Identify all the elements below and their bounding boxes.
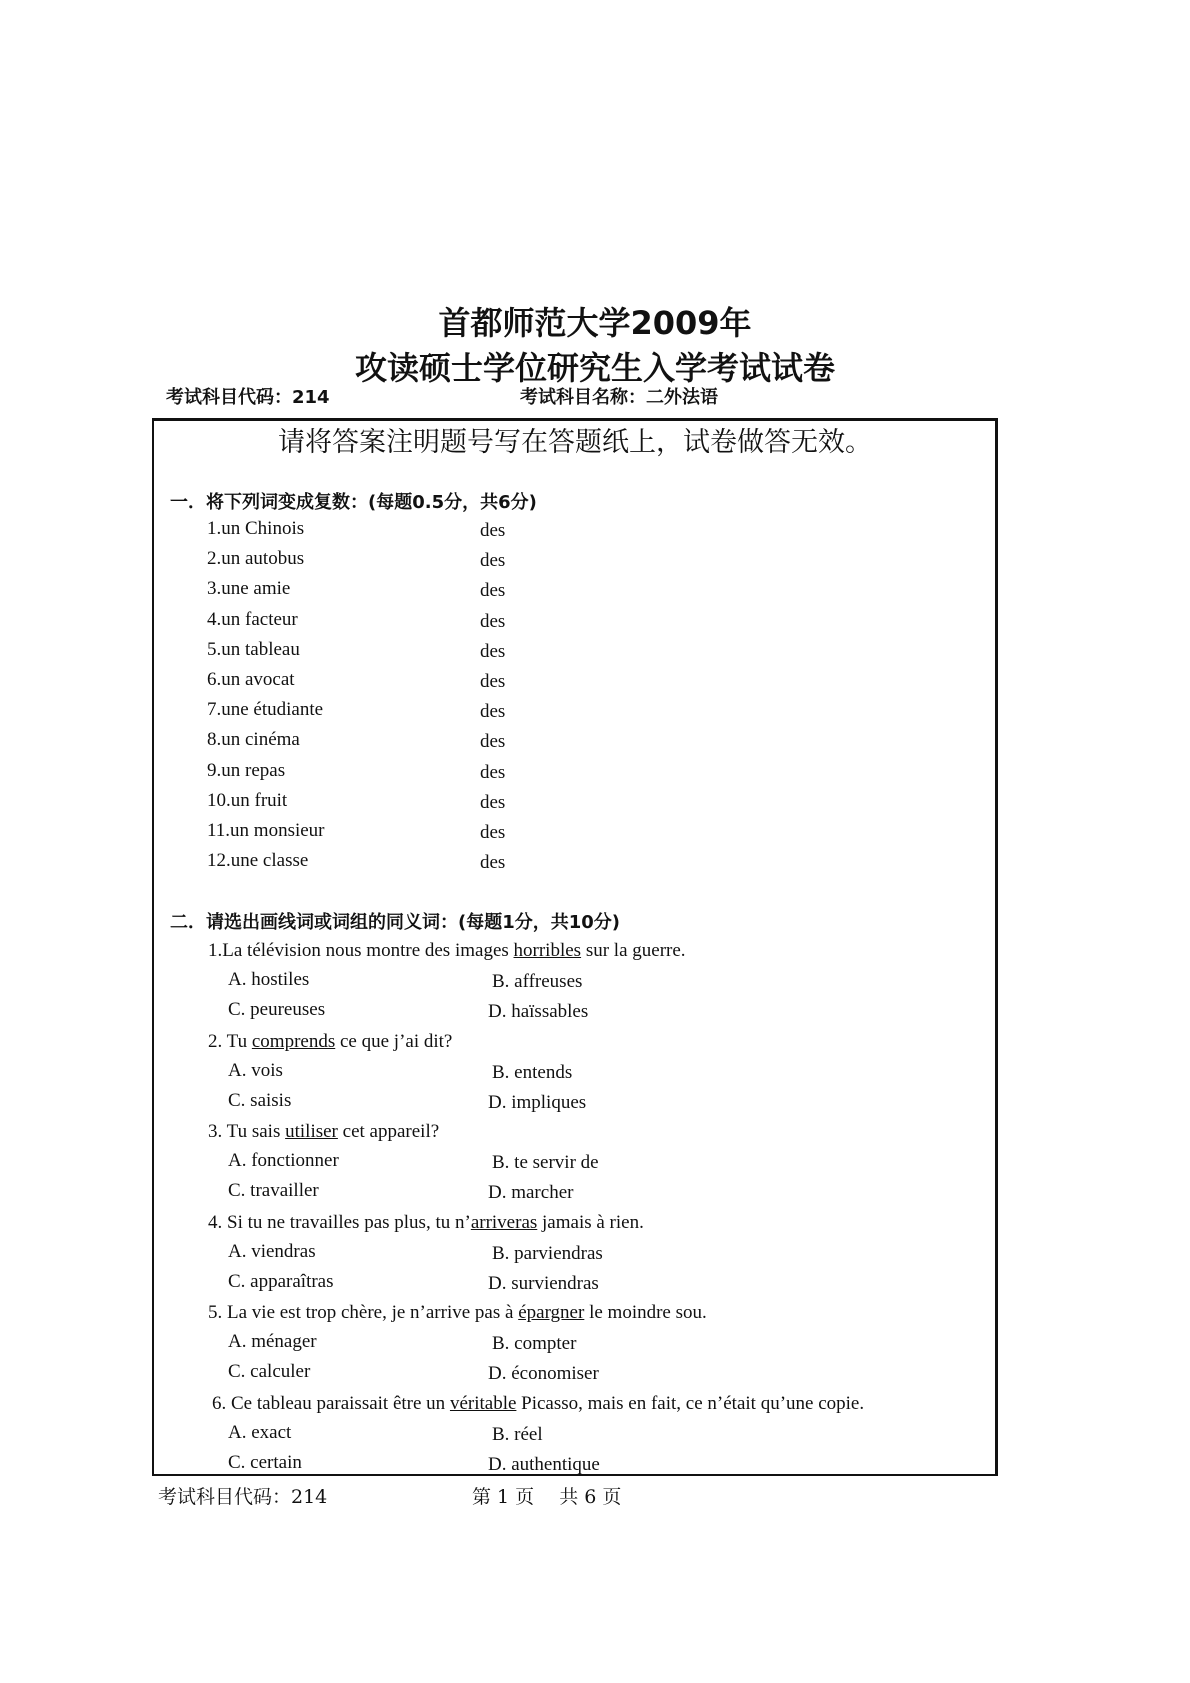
option-a: A. hostiles (228, 969, 310, 990)
question-stem (212, 1393, 864, 1415)
subject-name: 考试科目名称：二外法语 (520, 387, 718, 408)
plural-item-word: 8.un cinéma (207, 729, 300, 751)
plural-item-word: 4.un facteur (207, 608, 298, 630)
option-a: A. fonctionner (228, 1150, 339, 1171)
option-a: A. ménager (228, 1331, 317, 1352)
plural-item-answer-prefix: des (480, 520, 506, 541)
stem-text: 3. Tu sais (208, 1121, 286, 1142)
option-c: C. peureuses (228, 999, 326, 1020)
option-c: C. certain (228, 1451, 302, 1473)
option-c: C. calculer (228, 1361, 311, 1382)
footer-subject-code: 考试科目代码：214 (158, 1486, 328, 1508)
stem-text: cet appareil? (337, 1121, 440, 1142)
plural-item-answer-prefix: des (480, 701, 506, 723)
stem-text: ce que j’ai dit? (335, 1030, 453, 1052)
plural-item-word: 3.une amie (207, 578, 291, 600)
plural-item-word: 5.un tableau (207, 638, 300, 660)
underlined-word: horribles (513, 940, 582, 961)
question-stem (208, 1121, 439, 1143)
underlined-word: arriveras (470, 1211, 538, 1233)
option-b: B. compter (492, 1333, 577, 1354)
stem-text: 1.La télévision nous montre des images (208, 940, 514, 961)
footer-page-number: 第 1 页 共 6 页 (472, 1486, 622, 1508)
option-d: D. économiser (488, 1363, 599, 1384)
underlined-word: utiliser (285, 1121, 338, 1142)
option-c: C. saisis (228, 1089, 292, 1111)
question-stem (208, 1031, 452, 1053)
plural-item-answer-prefix: des (480, 580, 506, 602)
option-d: D. impliques (488, 1091, 587, 1113)
question-stem (208, 940, 686, 962)
plural-item-answer-prefix: des (480, 671, 506, 692)
plural-item-word: 12.une classe (207, 850, 309, 872)
plural-item-answer-prefix: des (480, 550, 506, 572)
plural-item-answer-prefix: des (480, 640, 506, 662)
stem-text: 4. Si tu ne travailles pas plus, tu n’ (208, 1211, 471, 1233)
plural-item-word: 7.une étudiante (207, 699, 324, 721)
option-d: D. haïssables (488, 1001, 589, 1022)
plural-item-answer-prefix: des (480, 852, 506, 874)
plural-item-word: 10.un fruit (207, 789, 288, 811)
plural-item-answer-prefix: des (480, 791, 506, 813)
stem-text: 2. Tu (208, 1030, 252, 1052)
stem-text: le moindre sou. (584, 1302, 707, 1323)
underlined-word: épargner (518, 1302, 585, 1323)
option-c: C. apparaîtras (228, 1270, 334, 1292)
option-a: A. vois (228, 1059, 283, 1081)
section1-heading: 一．将下列词变成复数：(每题0.5分，共6分) (170, 492, 537, 513)
stem-text: 6. Ce tableau paraissait être un (212, 1392, 450, 1414)
option-b: B. affreuses (492, 971, 583, 992)
plural-item-answer-prefix: des (480, 822, 506, 843)
exam-title: 攻读硕士学位研究生入学考试试卷 (354, 349, 835, 387)
option-a: A. exact (228, 1421, 292, 1443)
plural-item-answer-prefix: des (480, 761, 506, 783)
question-stem (208, 1302, 707, 1324)
option-d: D. authentique (488, 1453, 600, 1475)
option-c: C. travailler (228, 1180, 319, 1201)
option-a: A. viendras (228, 1240, 316, 1262)
plural-item-word: 9.un repas (207, 759, 286, 781)
stem-text: Picasso, mais en fait, ce n’était qu’une copie. (516, 1392, 865, 1414)
plural-item-word: 6.un avocat (207, 669, 295, 690)
option-d: D. surviendras (488, 1272, 599, 1294)
subject-code: 考试科目代码：214 (166, 387, 330, 408)
underlined-word: comprends (251, 1030, 336, 1052)
plural-item-answer-prefix: des (480, 731, 506, 753)
stem-text: jamais à rien. (537, 1211, 644, 1233)
option-d: D. marcher (488, 1182, 574, 1203)
university-title: 首都师范大学2009年 (438, 304, 752, 342)
plural-item-word: 2.un autobus (207, 548, 305, 570)
answer-notice: 请将答案注明题号写在答题纸上，试卷做答无效。 (278, 427, 872, 458)
option-b: B. réel (492, 1423, 543, 1445)
plural-item-answer-prefix: des (480, 610, 506, 632)
stem-text: 5. La vie est trop chère, je n’arrive pas à (208, 1302, 519, 1323)
option-b: B. entends (492, 1061, 573, 1083)
plural-item-word: 11.un monsieur (207, 820, 325, 841)
question-stem (208, 1212, 644, 1234)
stem-text: sur la guerre. (581, 940, 686, 961)
underlined-word: véritable (449, 1392, 517, 1414)
option-b: B. te servir de (492, 1152, 599, 1173)
option-b: B. parviendras (492, 1242, 603, 1264)
plural-item-word: 1.un Chinois (207, 518, 305, 539)
section2-heading: 二．请选出画线词或词组的同义词：(每题1分，共10分) (170, 912, 621, 933)
